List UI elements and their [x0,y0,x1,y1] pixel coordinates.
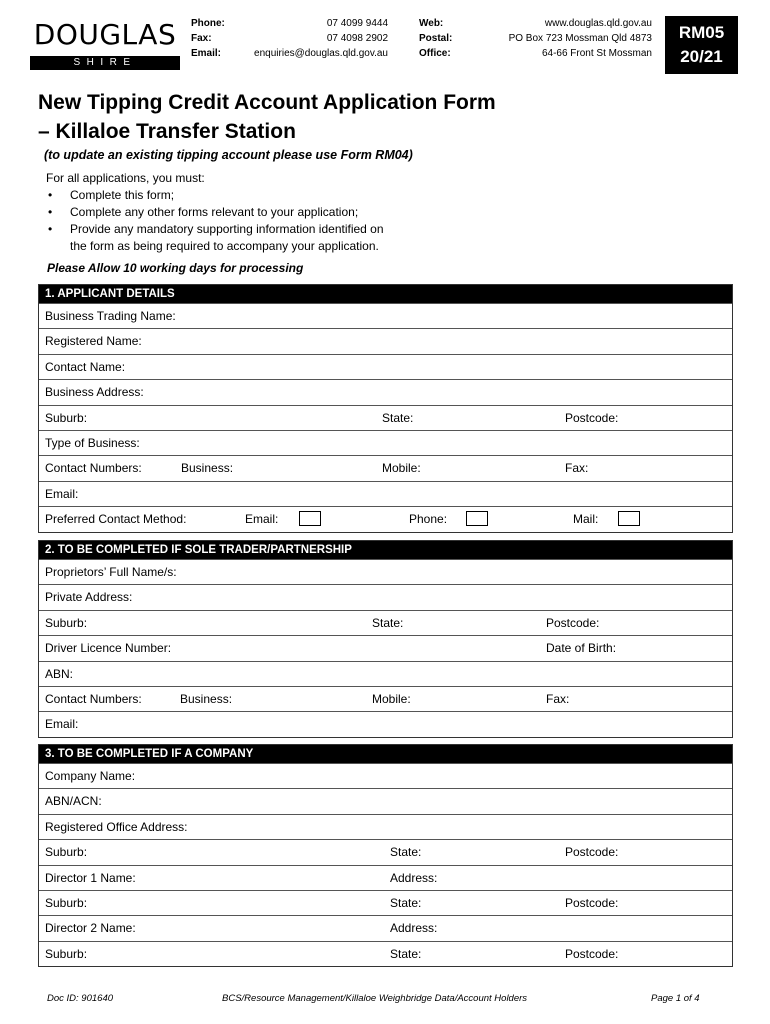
intro [46,170,384,255]
field-label: Suburb: [45,946,88,961]
driver-licence-row[interactable] [39,635,732,660]
field-label: Postcode: [565,410,619,425]
field-label: State: [390,895,422,910]
registered-name-field[interactable] [39,328,732,353]
field-label: ABN/ACN: [45,794,102,809]
email-value: enquiries@douglas.qld.gov.au [254,48,388,59]
field-label: Address: [390,870,438,885]
suburb-row[interactable] [39,839,732,864]
field-label: Address: [390,921,438,936]
field-label: Business: [180,691,233,706]
field-label: Postcode: [565,946,619,961]
page-number: Page 1 of 4 [651,993,700,1004]
field-label: Mobile: [372,691,411,706]
section-applicant-details [38,284,733,533]
field-label: State: [382,410,414,425]
field-label: Business: [181,461,234,476]
fax-value: 07 4098 2902 [326,33,388,44]
field-label: Company Name: [45,769,136,783]
web-value: www.douglas.qld.gov.au [544,18,652,29]
field-label: Private Address: [45,590,133,605]
field-label: State: [390,845,422,860]
email-label: Email: [191,48,222,59]
list-item: • Complete this form; [46,187,384,204]
field-label: Director 2 Name: [45,921,136,936]
mail-checkbox[interactable] [618,511,640,526]
abn-field[interactable] [39,661,732,686]
section-heading: 3. TO BE COMPLETED IF A COMPANY [39,745,732,763]
field-label: Director 1 Name: [45,870,136,885]
form-code-badge [665,16,738,74]
email-checkbox[interactable] [299,511,321,526]
contact-numbers-row[interactable] [39,686,732,711]
business-trading-name-field[interactable] [39,303,732,328]
logo-subtitle: SHIRE COUNCIL [30,56,180,70]
office-label: Office: [419,48,451,59]
director-2-suburb-row[interactable] [39,941,732,966]
field-label: Email: [245,512,279,527]
field-label: Postcode: [546,615,600,630]
field-label: Suburb: [45,845,88,860]
page-title [38,88,698,146]
field-label: Type of Business: [45,435,140,450]
field-label: Contact Numbers: [45,461,142,476]
field-label: Date of Birth: [546,641,617,656]
field-label: ABN: [45,666,74,681]
field-label: Postcode: [565,895,619,910]
document-path: BCS/Resource Management/Killaloe Weighbridge Data/Account Holders [222,993,528,1004]
contact-name-field[interactable] [39,354,732,379]
doc-id: Doc ID: 901640 [47,993,114,1004]
preferred-contact-row [39,506,732,531]
field-label: Contact Name: [45,359,126,374]
section-company [38,744,733,967]
field-label: Registered Office Address: [45,819,188,834]
director-1-suburb-row[interactable] [39,890,732,915]
field-label: Registered Name: [45,334,142,349]
address-values [470,16,652,61]
company-name-field[interactable] [39,763,732,788]
title-line-1: New Tipping Credit Account Application Form [38,91,496,114]
section-heading: 1. APPLICANT DETAILS [39,285,732,303]
proprietors-field[interactable] [39,559,732,584]
intro-lead: For all applications, you must: [46,171,205,185]
field-label: Contact Numbers: [45,691,142,706]
field-label: State: [372,615,404,630]
field-label: Email: [45,717,79,732]
field-label: Proprietors’ Full Name/s: [45,565,177,579]
field-label: Business Address: [45,385,144,400]
form-code: RM05 [678,23,725,42]
logo-wordmark: DOUGLAS [33,18,177,51]
postal-value: PO Box 723 Mossman Qld 4873 [508,33,652,44]
council-logo [30,16,180,82]
web-label: Web: [419,18,444,29]
registered-office-field[interactable] [39,814,732,839]
list-item: • Complete any other forms relevant to your application; [46,204,384,221]
phone-checkbox[interactable] [466,511,488,526]
contact-numbers-row[interactable] [39,455,732,480]
section-sole-trader [38,540,733,738]
field-label: Fax: [546,691,570,706]
office-value: 64-66 Front St Mossman [541,48,652,59]
field-label: Phone: [409,512,448,527]
email-field[interactable] [39,481,732,506]
field-label: Email: [45,486,79,501]
phone-label: Phone: [191,18,225,29]
contact-values [214,16,388,61]
field-label: Business Trading Name: [45,309,176,323]
field-label: Preferred Contact Method: [45,512,187,527]
field-label: Mobile: [382,461,421,476]
business-address-field[interactable] [39,379,732,404]
suburb-row[interactable] [39,405,732,430]
section-heading: 2. TO BE COMPLETED IF SOLE TRADER/PARTNERSHIP [39,541,732,559]
subtitle: (to update an existing tipping account please use Form RM04) [44,148,413,162]
type-of-business-field[interactable] [39,430,732,455]
suburb-row[interactable] [39,610,732,635]
field-label: Suburb: [45,895,88,910]
phone-value: 07 4099 9444 [326,18,388,29]
intro-list [46,187,384,238]
field-label: Postcode: [565,845,619,860]
abn-acn-field[interactable] [39,788,732,813]
list-item: • Provide any mandatory supporting information identified on [46,221,384,238]
fax-label: Fax: [191,33,212,44]
field-label: Mail: [573,512,599,527]
address-labels [419,16,452,61]
postal-label: Postal: [419,33,453,44]
director-2-row[interactable] [39,915,732,940]
field-label: Suburb: [45,410,88,425]
email-field[interactable] [39,711,732,736]
field-label: Fax: [565,461,589,476]
field-label: Driver Licence Number: [45,641,172,656]
field-label: State: [390,946,422,961]
form-year: 20/21 [680,47,723,66]
private-address-field[interactable] [39,584,732,609]
processing-note: Please Allow 10 working days for processing [47,261,304,275]
title-line-2: – Killaloe Transfer Station [38,120,296,143]
director-1-row[interactable] [39,865,732,890]
field-label: Suburb: [45,615,88,630]
list-item-continuation: the form as being required to accompany your application. [70,239,379,253]
